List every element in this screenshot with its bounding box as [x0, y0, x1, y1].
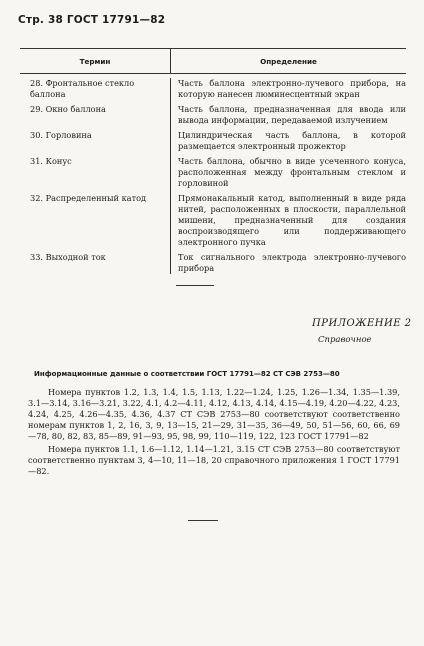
definition-cell: Часть баллона, обычно в виде усеченного конуса, расположенная между фронтальным стеклом и горловиной: [178, 156, 406, 188]
term-cell: 28. Фронтальное стекло баллона: [30, 78, 135, 99]
end-divider: [188, 520, 218, 521]
appendix-subtitle: Справочное: [318, 335, 372, 345]
terms-table: [20, 48, 406, 274]
table-row: [20, 193, 406, 248]
table-row: [20, 130, 406, 152]
column-header-definition: Определение: [260, 56, 317, 66]
table-row: [20, 156, 406, 189]
table-header: [20, 48, 406, 74]
definition-cell: Цилиндрическая часть баллона, в которой размещается электронный прожектор: [178, 130, 406, 151]
table-row: [20, 252, 406, 274]
definition-cell: Ток сигнального электрода электронно-лучевого прибора: [178, 252, 406, 273]
section-divider: [176, 285, 214, 286]
term-cell: 29. Окно баллона: [30, 104, 106, 114]
term-cell: 30. Горловина: [30, 130, 92, 140]
column-header-term: Термин: [20, 49, 171, 73]
table-row: [20, 104, 406, 126]
page-header: Стр. 38 ГОСТ 17791—82: [18, 14, 166, 26]
term-cell: 32. Распределенный катод: [30, 193, 147, 203]
definition-cell: Часть баллона, предназначенная для ввода или вывода информации, передаваемой излучением: [178, 104, 406, 125]
definition-cell: Прямонакальный катод, выполненный в виде ряда нитей, расположенных в плоскости, параллельной мишени, предназначенный для создания воспроизводящего или поддерживающего электронного пучка: [178, 193, 406, 247]
info-heading: Информационные данные о соответствии ГОСТ 17791—82 СТ СЭВ 2753—80: [34, 370, 340, 378]
definition-cell: Часть баллона электронно-лучевого прибора, на которую нанесен люминесцентный экран: [178, 78, 406, 99]
table-row: [20, 78, 406, 100]
term-cell: 31. Конус: [30, 156, 72, 166]
term-cell: 33. Выходной ток: [30, 252, 106, 262]
info-paragraph-1: Номера пунктов 1.2, 1.3, 1.4, 1.5, 1.13, 1.22—1.24, 1.25, 1.26—1.34, 1.35—1.39, 3.1—3.14, 3.16—3.21, 3.22, 4.1, 4.2—4.11, 4.12, 4.13, 4.14, 4.15—4.19, 4.20—4.22, 4.23, 4.24, 4.25, 4.26—4.35, 4.36, 4.37 СТ СЭВ 2753—80 соответствуют соответственно номерам пунктов 1, 2, 16, 3, 9, 13—15, 21—29, 31—35, 36—49, 50, 51—56, 60, 66, 69—78, 80, 82, 83, 85—89, 91—93, 95, 98, 99, 110—119, 122, 123 ГОСТ 17791—82: [28, 387, 400, 441]
info-paragraph-2: Номера пунктов 1.1, 1.6—1.12, 1.14—1.21, 3.15 СТ СЭВ 2753—80 соответствуют соответственно пунктам 3, 4—10, 11—18, 20 справочного приложения 1 ГОСТ 17791—82.: [28, 444, 400, 476]
appendix-title: ПРИЛОЖЕНИЕ 2: [312, 318, 412, 329]
table-body: [20, 78, 406, 274]
